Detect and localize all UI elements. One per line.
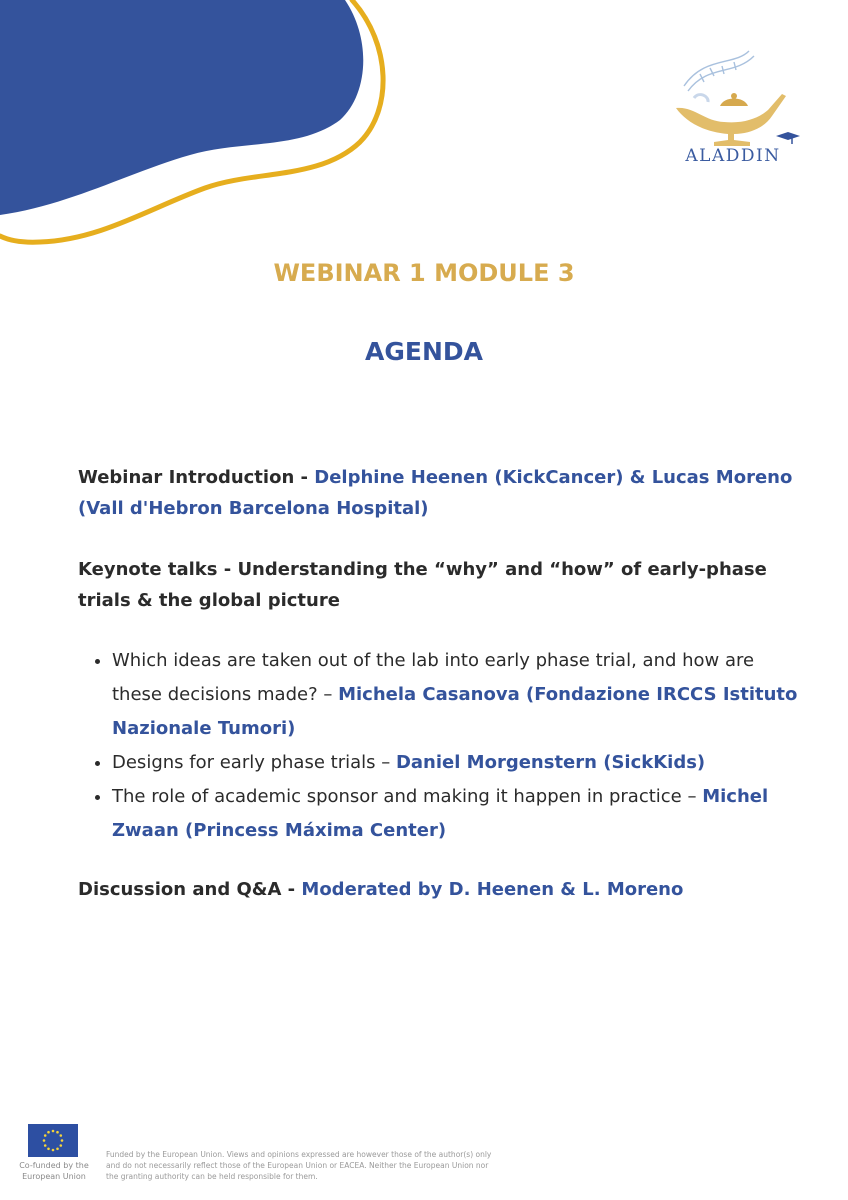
talk-topic: Designs for early phase trials – [112, 752, 396, 773]
decorative-blob [0, 0, 400, 260]
agenda-content [78, 462, 798, 905]
agenda-discussion [78, 874, 798, 905]
intro-speakers: Delphine Heenen (KickCancer) & Lucas Moreno (Vall d'Hebron Barcelona Hospital) [78, 467, 793, 519]
talk-speaker: Daniel Morgenstern (SickKids) [395, 752, 706, 773]
agenda-keynote: Keynote talks - Understanding the “why” and “how” of early-phase trials & the global picture [78, 559, 767, 611]
agenda-intro [78, 462, 798, 524]
eu-flag-icon [28, 1124, 78, 1157]
discussion-label: Discussion and Q&A - [78, 879, 302, 900]
discussion-moderators: Moderated by D. Heenen & L. Moreno [301, 879, 684, 900]
funding-disclaimer: Funded by the European Union. Views and opinions expressed are however those of the author(s) only and do not necessarily reflect those of the European Union or EACEA. Neither the European Union nor the granting authority can be held responsible for them. [106, 1150, 492, 1181]
talk-topic: Which ideas are taken out of the lab into early phase trial, and how are these decisions made? – [112, 650, 755, 705]
logo-wordmark: ALADDIN [685, 146, 781, 166]
eu-caption: Co-funded by the European Union [19, 1161, 89, 1181]
list-item [112, 644, 798, 746]
talk-list [78, 644, 798, 848]
talk-speaker: Michel Zwaan (Princess Máxima Center) [112, 786, 769, 841]
list-item [112, 746, 798, 780]
intro-label: Webinar Introduction - [78, 467, 315, 488]
talk-topic: The role of academic sponsor and making it happen in practice – [112, 786, 703, 807]
page-subtitle: AGENDA [365, 337, 483, 366]
list-item [112, 780, 798, 848]
page-title: WEBINAR 1 MODULE 3 [273, 259, 575, 287]
talk-speaker: Michela Casanova (Fondazione IRCCS Istituto Nazionale Tumori) [112, 684, 798, 739]
